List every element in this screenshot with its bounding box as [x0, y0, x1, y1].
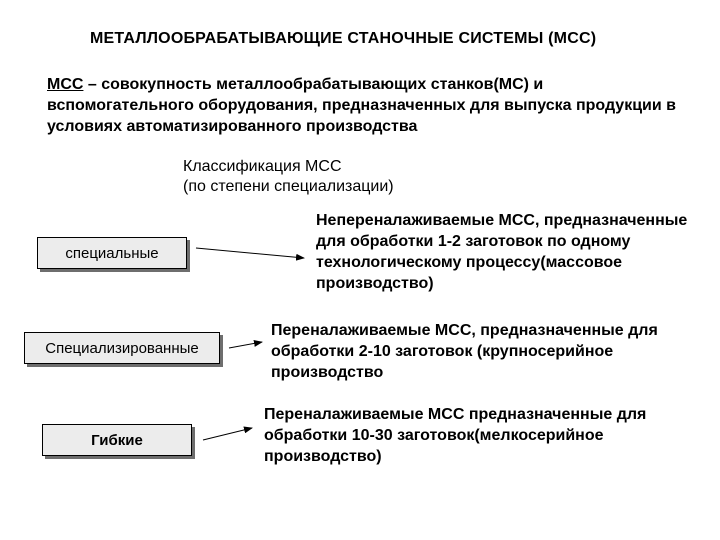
- arrow-specialized: [229, 342, 262, 348]
- category-description-specialized: Переналаживаемые МСС, предназначенные для обработки 2-10 заготовок (крупносерийное производство: [271, 322, 658, 381]
- category-description-special: Непереналаживаемые МСС, предназначенные для обработки 1-2 заготовок по одному технологическому процессу(массовое производство): [316, 212, 688, 292]
- arrow-flexible: [203, 428, 252, 440]
- category-description-flexible: Переналаживаемые МСС предназначенные для обработки 10-30 заготовок(мелкосерийное производство): [264, 406, 647, 465]
- category-box-special: специальные: [37, 237, 187, 269]
- definition-term: МСС: [47, 76, 84, 93]
- arrow-special: [196, 248, 304, 258]
- category-box-flexible: Гибкие: [42, 424, 192, 456]
- classification-title: Классификация МСС: [183, 158, 342, 175]
- classification-subtitle: (по степени специализации): [183, 178, 394, 195]
- page-title: МЕТАЛЛООБРАБАТЫВАЮЩИЕ СТАНОЧНЫЕ СИСТЕМЫ (МСС): [90, 30, 597, 47]
- category-box-specialized: Специализированные: [24, 332, 220, 364]
- definition-text: – совокупность металлообрабатывающих станков(МС) и вспомогательного оборудования, предназначенных для выпуска продукции в условиях автоматизированного производства: [47, 76, 676, 135]
